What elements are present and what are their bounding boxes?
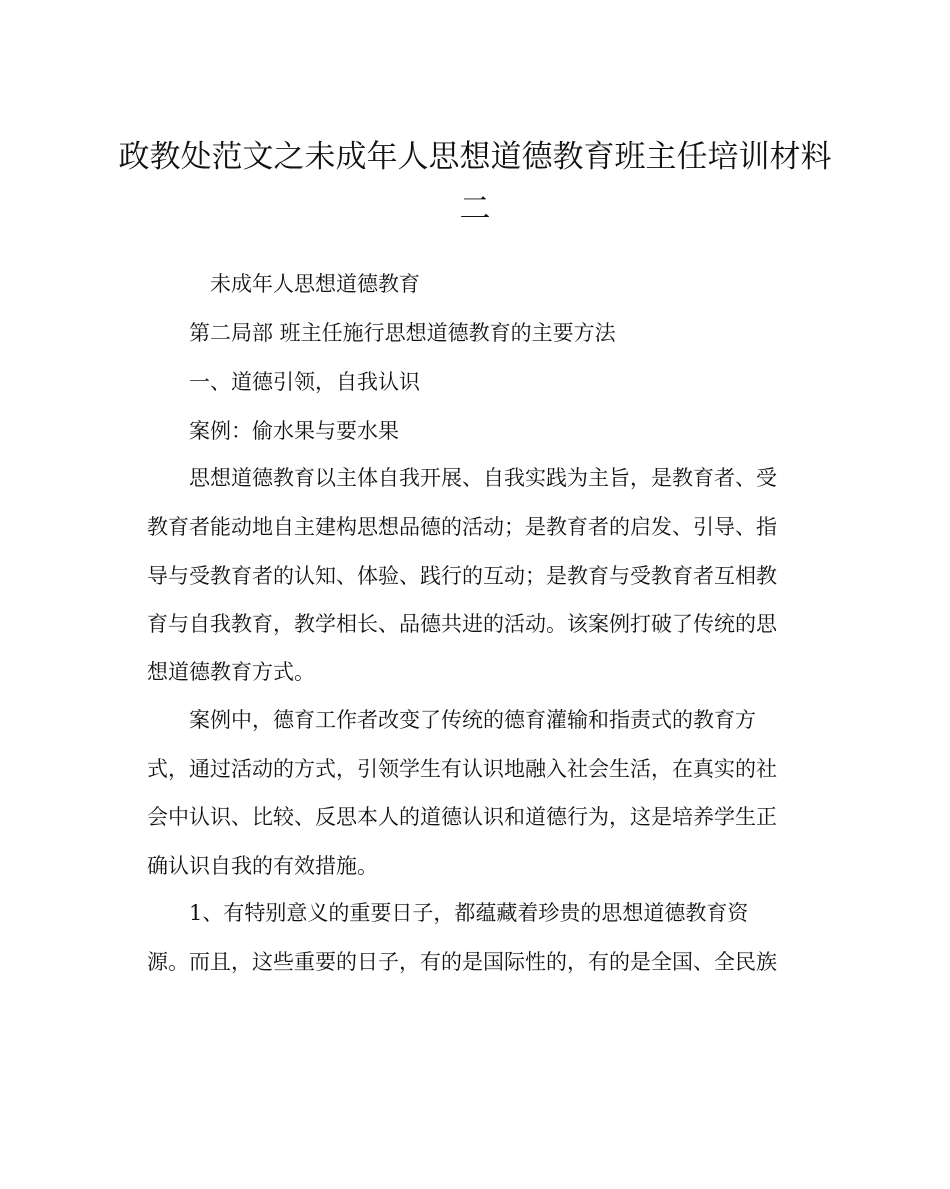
section-heading: 第二局部 班主任施行思想道德教育的主要方法 (189, 321, 616, 345)
paragraph-1-line-3: 导与受教育者的认知、体验、践行的互动；是教育与受教育者互相教 (147, 564, 777, 588)
paragraph-2-line-2: 式，通过活动的方式，引领学生有认识地融入社会生活，在真实的社 (147, 757, 777, 781)
document-title (0, 131, 950, 235)
title-line-1: 政教处范文之未成年人思想道德教育班主任培训材料 (118, 139, 832, 175)
paragraph-1-line-2: 教育者能动地自主建构思想品德的活动；是教育者的启发、引导、指 (147, 515, 777, 539)
title-line-2: 二 (459, 191, 491, 227)
paragraph-1-line-4: 育与自我教育，教学相长、品德共进的活动。该案例打破了传统的思 (147, 612, 777, 636)
paragraph-2-line-3: 会中认识、比较、反思本人的道德认识和道德行为，这是培养学生正 (147, 805, 777, 829)
paragraph-2-line-1: 案例中，德育工作者改变了传统的德育灌输和指责式的教育方 (189, 708, 756, 732)
paragraph-3-line-2: 源。而且，这些重要的日子，有的是国际性的，有的是全国、全民族 (147, 950, 777, 974)
subheading: 未成年人思想道德教育 (210, 272, 420, 296)
subsection-heading: 一、道德引领，自我认识 (189, 370, 420, 394)
paragraph-3-line-1: 1、有特别意义的重要日子，都蕴藏着珍贵的思想道德教育资 (189, 901, 749, 925)
paragraph-1-line-5: 想道德教育方式。 (147, 660, 315, 684)
paragraph-1-line-1: 思想道德教育以主体自我开展、自我实践为主旨，是教育者、受 (189, 466, 777, 490)
case-heading: 案例：偷水果与要水果 (189, 419, 399, 443)
paragraph-2-line-4: 确认识自我的有效措施。 (147, 854, 378, 878)
